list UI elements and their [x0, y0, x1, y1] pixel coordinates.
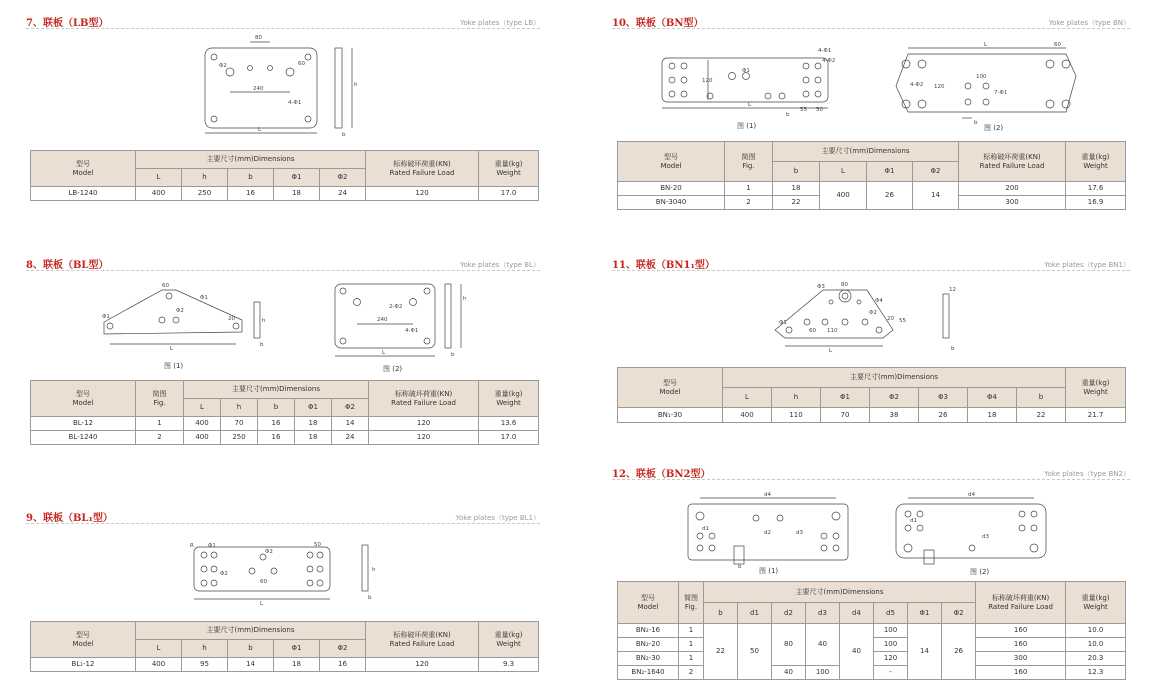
spec-table-bl — [30, 380, 539, 445]
cell: 16 — [228, 187, 274, 201]
cell: BL₁-12 — [31, 658, 136, 672]
cell: 17.0 — [479, 431, 539, 445]
header-model: 型号 Model — [31, 622, 136, 658]
header-col: d1 — [738, 603, 772, 624]
section-rule — [612, 28, 1130, 29]
dim-label: h — [262, 318, 266, 324]
cell: 17.6 — [1066, 182, 1126, 196]
cell: BL-1240 — [31, 431, 136, 445]
header-col: Φ1 — [274, 640, 320, 658]
figure-caption: 图 (1) — [164, 362, 184, 370]
table-row — [618, 624, 1126, 638]
header-load: 标称破坏荷重(KN) Rated Failure Load — [369, 381, 479, 417]
spec-table-bl1 — [30, 621, 539, 672]
header-model: 型号 Model — [31, 381, 136, 417]
cell: 1 — [679, 652, 704, 666]
header-fig: 简图 Fig. — [136, 381, 184, 417]
figure-caption: 图 (2) — [970, 568, 990, 576]
section-subtitle-bl1: Yoke plates（type BL1） — [455, 514, 540, 522]
dim-label: Φ4 — [875, 298, 883, 304]
dim-label: 60 — [809, 328, 816, 334]
dim-label: Φ2 — [219, 63, 227, 69]
dim-label: d3 — [982, 534, 989, 540]
figure-caption: 图 (2) — [383, 365, 403, 373]
cell: 12.3 — [1066, 666, 1126, 680]
dim-label: 110 — [827, 328, 838, 334]
cell: 17.0 — [479, 187, 539, 201]
cell: 22 — [704, 624, 738, 680]
cell: 18 — [968, 408, 1017, 423]
header-fig: 简图 Fig. — [679, 582, 704, 624]
header-model: 型号 Model — [31, 151, 136, 187]
header-col: d4 — [840, 603, 874, 624]
dim-label: 55 — [899, 318, 906, 324]
section-subtitle-lb: Yoke plates（type LB） — [460, 19, 540, 27]
drawing-bn1 — [765, 278, 965, 356]
dim-label: d3 — [796, 530, 803, 536]
cell: 16 — [258, 431, 295, 445]
cell: 400 — [723, 408, 772, 423]
dim-label: 60 — [260, 579, 267, 585]
dim-label: 7-Φ1 — [994, 90, 1008, 96]
header-weight: 重量(kg) Weight — [1066, 582, 1126, 624]
section-title-bn: 10、联板（BN型） — [612, 18, 704, 29]
dim-label: 60 — [162, 283, 169, 289]
cell: 40 — [772, 666, 806, 680]
header-fig: 简图 Fig. — [725, 142, 773, 182]
cell: 300 — [959, 196, 1066, 210]
cell: 300 — [976, 652, 1066, 666]
header-col: b — [258, 399, 295, 417]
section-rule — [612, 270, 1130, 271]
dim-label: d2 — [764, 530, 771, 536]
cell: 400 — [820, 182, 867, 210]
header-weight: 重量(kg) Weight — [479, 151, 539, 187]
cell: 24 — [332, 431, 369, 445]
header-load: 标称破坏荷重(KN) Rated Failure Load — [366, 622, 479, 658]
figure-caption: 图 (1) — [759, 567, 779, 575]
dim-label: d4 — [764, 492, 771, 498]
header-col: Φ4 — [968, 388, 1017, 408]
cell: 16.9 — [1066, 196, 1126, 210]
dim-label: Φ1 — [779, 320, 787, 326]
header-weight: 重量(kg) Weight — [1066, 142, 1126, 182]
cell: 2 — [136, 431, 184, 445]
cell: 20.3 — [1066, 652, 1126, 666]
dim-label: L — [829, 348, 833, 354]
section-subtitle-bl: Yoke plates（type BL） — [460, 261, 540, 269]
dim-label: 4-Φ1 — [288, 100, 302, 106]
header-col: Φ2 — [942, 603, 976, 624]
header-load: 标称破坏荷重(KN) Rated Failure Load — [366, 151, 479, 187]
dim-label: Φ2 — [176, 308, 184, 314]
cell: 26 — [919, 408, 968, 423]
cell: 16 — [258, 417, 295, 431]
dim-label: b — [738, 564, 742, 568]
header-load: 标称破坏荷重(KN) Rated Failure Load — [959, 142, 1066, 182]
dim-label: L — [382, 350, 386, 356]
section-rule — [26, 523, 540, 524]
header-dimensions: 主要尺寸(mm)Dimensions — [136, 151, 366, 169]
header-col: Φ2 — [870, 388, 919, 408]
header-load: 标称破坏荷重(KN) Rated Failure Load — [976, 582, 1066, 624]
dim-label: Φ1 — [200, 295, 208, 301]
header-col: L — [184, 399, 221, 417]
header-col: h — [182, 169, 228, 187]
header-dimensions: 主要尺寸(mm)Dimensions — [184, 381, 369, 399]
cell: 160 — [976, 666, 1066, 680]
cell: 10.0 — [1066, 638, 1126, 652]
cell: 110 — [772, 408, 821, 423]
cell: 160 — [976, 624, 1066, 638]
header-col: d3 — [806, 603, 840, 624]
cell: 18 — [295, 417, 332, 431]
dim-label: d1 — [702, 526, 709, 532]
dim-label: b — [951, 346, 955, 352]
cell: 100 — [874, 624, 908, 638]
dim-label: Φ1 — [208, 543, 216, 549]
cell: 1 — [136, 417, 184, 431]
header-col: Φ2 — [320, 640, 366, 658]
cell: 120 — [369, 417, 479, 431]
cell: 70 — [221, 417, 258, 431]
section-subtitle-bn: Yoke plates（type BN） — [1048, 19, 1130, 27]
cell: 120 — [366, 658, 479, 672]
dim-label: Φ2 — [869, 310, 877, 316]
cell: LB-1240 — [31, 187, 136, 201]
cell: BN-3040 — [618, 196, 725, 210]
header-col: L — [136, 169, 182, 187]
cell: 400 — [184, 417, 221, 431]
header-col: b — [1017, 388, 1066, 408]
dim-label: 80 — [255, 35, 262, 41]
cell: 250 — [182, 187, 228, 201]
cell: 200 — [959, 182, 1066, 196]
cell: 120 — [369, 431, 479, 445]
table-row — [31, 187, 539, 201]
dim-label: L — [258, 127, 262, 133]
cell: 2 — [679, 666, 704, 680]
header-col: Φ2 — [332, 399, 369, 417]
drawing-bn-fig2 — [888, 36, 1088, 126]
header-col: L — [136, 640, 182, 658]
section-title-bl1: 9、联板（BL₁型） — [26, 513, 113, 524]
dim-label: h — [372, 567, 376, 573]
section-title-lb: 7、联板（LB型） — [26, 18, 109, 29]
cell: 14 — [913, 182, 959, 210]
cell: 14 — [332, 417, 369, 431]
cell: 13.6 — [479, 417, 539, 431]
cell: BN₂-30 — [618, 652, 679, 666]
header-col: L — [820, 162, 867, 182]
table-row — [31, 431, 539, 445]
cell: 1 — [725, 182, 773, 196]
spec-table-bn — [617, 141, 1126, 210]
dim-label: b — [451, 352, 455, 358]
dim-label: b — [786, 112, 790, 118]
dim-label: L — [170, 346, 174, 352]
dim-label: Φ1 — [742, 68, 750, 74]
header-model: 型号 Model — [618, 142, 725, 182]
header-model: 型号 Model — [618, 582, 679, 624]
dim-label: L — [260, 601, 264, 607]
section-title-bn1: 11、联板（BN1₁型） — [612, 260, 715, 271]
header-weight: 重量(kg) Weight — [1066, 368, 1126, 408]
cell: 120 — [366, 187, 479, 201]
header-col: b — [773, 162, 820, 182]
cell: BN-20 — [618, 182, 725, 196]
spec-table-bn1 — [617, 367, 1126, 423]
dim-label: 80 — [841, 282, 848, 288]
cell: 22 — [773, 196, 820, 210]
cell: 1 — [679, 624, 704, 638]
dim-label: b — [368, 595, 372, 601]
figure-caption: 图 (1) — [737, 122, 757, 130]
drawing-bn-fig1 — [650, 40, 850, 120]
cell: 50 — [738, 624, 772, 680]
section-rule — [26, 270, 540, 271]
cell: BN₁-30 — [618, 408, 723, 423]
header-col: Φ2 — [320, 169, 366, 187]
dim-label: 50 — [314, 542, 321, 548]
spec-table-lb — [30, 150, 539, 201]
figure-caption: 图 (2) — [984, 124, 1004, 132]
cell: 10.0 — [1066, 624, 1126, 638]
cell: BL-12 — [31, 417, 136, 431]
section-title-bl: 8、联板（BL型） — [26, 260, 109, 271]
cell: 16 — [320, 658, 366, 672]
cell: 70 — [821, 408, 870, 423]
header-dimensions: 主要尺寸(mm)Dimensions — [773, 142, 959, 162]
dim-label: L — [748, 102, 752, 108]
header-col: Φ1 — [867, 162, 913, 182]
dim-label: 12 — [949, 287, 956, 293]
cell: 18 — [274, 658, 320, 672]
dim-label: 4-Φ1 — [818, 48, 832, 54]
cell: 24 — [320, 187, 366, 201]
dim-label: L — [984, 42, 988, 48]
drawing-lb — [195, 28, 370, 138]
cell: 95 — [182, 658, 228, 672]
dim-label: h — [354, 82, 358, 88]
drawing-bn2-fig2 — [888, 490, 1058, 568]
dim-label: Φ2 — [220, 571, 228, 577]
dim-label: 100 — [976, 74, 987, 80]
header-dimensions: 主要尺寸(mm)Dimensions — [704, 582, 976, 603]
dim-label: 240 — [377, 317, 388, 323]
dim-label: 20 — [228, 316, 235, 322]
dim-label: 20 — [887, 316, 894, 322]
header-col: d5 — [874, 603, 908, 624]
cell: 26 — [942, 624, 976, 680]
dim-label: 4-Φ1 — [405, 328, 419, 334]
header-col: Φ1 — [821, 388, 870, 408]
drawing-bl-fig1 — [92, 280, 277, 355]
cell: 18 — [274, 187, 320, 201]
header-col: h — [221, 399, 258, 417]
header-col: b — [228, 640, 274, 658]
dim-label: Φ1 — [102, 314, 110, 320]
dim-label: 240 — [253, 86, 264, 92]
cell: 18 — [295, 431, 332, 445]
dim-label: 60 — [298, 61, 305, 67]
cell: 2 — [725, 196, 773, 210]
dim-label: Φ3 — [817, 284, 825, 290]
cell: 9.3 — [479, 658, 539, 672]
cell: BN₂-16 — [618, 624, 679, 638]
header-dimensions: 主要尺寸(mm)Dimensions — [723, 368, 1066, 388]
header-col: Φ1 — [908, 603, 942, 624]
header-col: L — [723, 388, 772, 408]
dim-label: 4-Φ2 — [910, 82, 924, 88]
header-col: Φ1 — [274, 169, 320, 187]
cell: 21.7 — [1066, 408, 1126, 423]
header-col: b — [704, 603, 738, 624]
cell: 160 — [976, 638, 1066, 652]
table-row — [618, 182, 1126, 196]
header-col: d2 — [772, 603, 806, 624]
cell: 38 — [870, 408, 919, 423]
cell: BN₂-1640 — [618, 666, 679, 680]
dim-label: b — [342, 132, 346, 138]
spec-table-bn2 — [617, 581, 1126, 680]
header-col: b — [228, 169, 274, 187]
header-model: 型号 Model — [618, 368, 723, 408]
cell: 40 — [806, 624, 840, 666]
cell: BN₂-20 — [618, 638, 679, 652]
header-col: h — [772, 388, 821, 408]
table-row — [31, 658, 539, 672]
section-subtitle-bn1: Yoke plates（type BN1） — [1044, 261, 1130, 269]
dim-label: 50 — [816, 107, 823, 113]
dim-label: h — [463, 296, 467, 302]
header-col: h — [182, 640, 228, 658]
drawing-bn2-fig1 — [680, 490, 860, 568]
header-weight: 重量(kg) Weight — [479, 381, 539, 417]
cell: 100 — [874, 638, 908, 652]
cell: 100 — [806, 666, 840, 680]
dim-label: R — [190, 543, 194, 549]
cell: 1 — [679, 638, 704, 652]
header-col: Φ1 — [295, 399, 332, 417]
cell: 22 — [1017, 408, 1066, 423]
cell: 400 — [136, 658, 182, 672]
cell: 14 — [908, 624, 942, 680]
dim-label: Φ2 — [265, 549, 273, 555]
drawing-bl-fig2 — [325, 278, 475, 363]
dim-label: 55 — [800, 107, 807, 113]
section-subtitle-bn2: Yoke plates（type BN2） — [1044, 470, 1130, 478]
section-rule — [612, 479, 1130, 480]
table-row — [31, 417, 539, 431]
cell: 400 — [136, 187, 182, 201]
dim-label: 60 — [1054, 42, 1061, 48]
header-dimensions: 主要尺寸(mm)Dimensions — [136, 622, 366, 640]
dim-label: d1 — [910, 518, 917, 524]
dim-label: b — [974, 120, 978, 126]
cell: 26 — [867, 182, 913, 210]
cell: 18 — [773, 182, 820, 196]
table-row — [618, 408, 1126, 423]
cell: 40 — [840, 624, 874, 680]
cell: 14 — [228, 658, 274, 672]
header-col: Φ2 — [913, 162, 959, 182]
header-col: Φ3 — [919, 388, 968, 408]
cell: 250 — [221, 431, 258, 445]
cell: 120 — [874, 652, 908, 666]
dim-label: b — [260, 342, 264, 348]
cell: 80 — [772, 624, 806, 666]
dim-label: 4-Φ2 — [822, 58, 836, 64]
dim-label: 2-Φ2 — [389, 304, 403, 310]
drawing-bl1 — [182, 537, 382, 607]
section-title-bn2: 12、联板（BN2型） — [612, 469, 711, 480]
cell: - — [874, 666, 908, 680]
dim-label: d4 — [968, 492, 975, 498]
header-weight: 重量(kg) Weight — [479, 622, 539, 658]
dim-label: 120 — [702, 78, 713, 84]
cell: 400 — [184, 431, 221, 445]
dim-label: 120 — [934, 84, 945, 90]
